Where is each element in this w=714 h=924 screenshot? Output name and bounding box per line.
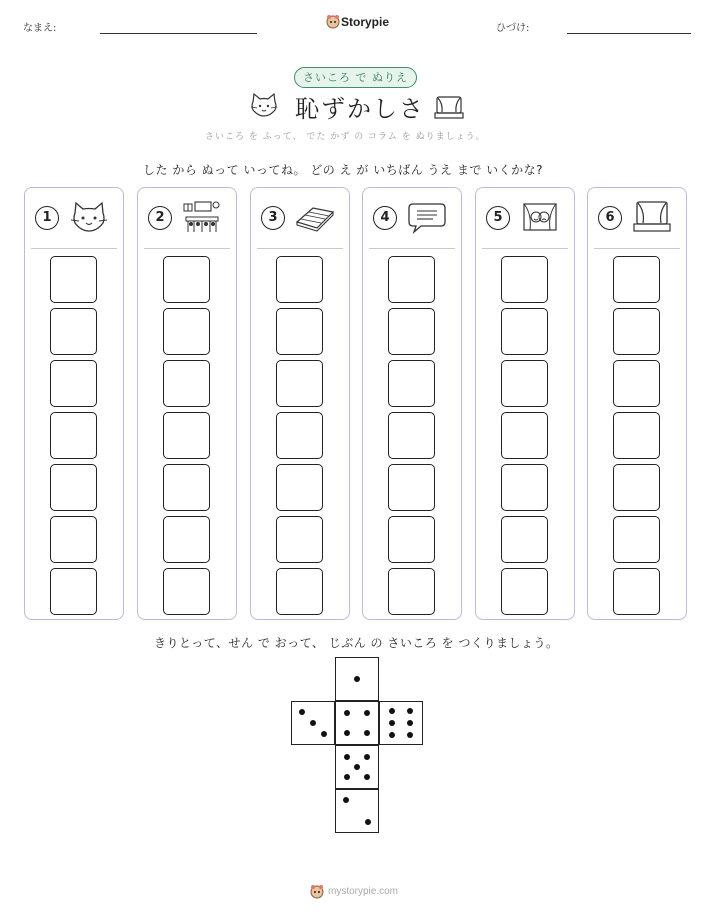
color-cell[interactable] [501,464,548,511]
cut-instruction: きりとって、せん で おって、 じぶん の さいころ を つくりましょう。 [154,636,559,650]
color-cell[interactable] [388,360,435,407]
color-cell[interactable] [501,412,548,459]
brand-logo [326,13,390,33]
wooden-floor-icon [295,200,335,234]
color-cell[interactable] [276,308,323,355]
cat-face-icon [249,92,279,118]
dice-pip [344,710,350,716]
color-cell[interactable] [388,256,435,303]
dice-pip [344,774,350,780]
page-title: 恥ずかしさ [295,95,425,123]
color-cell[interactable] [613,308,660,355]
color-cell[interactable] [50,568,97,615]
color-cell[interactable] [163,516,210,563]
dice-pip [354,676,360,682]
dice-face-3 [291,701,335,745]
name-label: なまえ: [23,23,57,34]
roll-column-1 [24,187,124,620]
color-cell[interactable] [163,360,210,407]
column-number: 4 [373,206,397,230]
color-cell[interactable] [388,516,435,563]
dice-pip [344,754,350,760]
dice-pip [389,720,395,726]
color-cell[interactable] [50,464,97,511]
color-cell[interactable] [613,360,660,407]
brand-name: Storypie [341,15,390,29]
color-cell[interactable] [276,256,323,303]
column-divider [482,248,568,249]
roll-column-4 [362,187,462,620]
color-cell[interactable] [613,568,660,615]
dice-face-4 [335,701,379,745]
column-number: 1 [35,206,59,230]
roll-column-2 [137,187,237,620]
color-cell[interactable] [501,308,548,355]
color-cell[interactable] [163,568,210,615]
color-cell[interactable] [501,360,548,407]
column-divider [369,248,455,249]
color-cell[interactable] [50,308,97,355]
dice-pip [321,731,327,737]
dice-pip [365,819,371,825]
dice-face-5 [335,745,379,789]
column-number: 5 [486,206,510,230]
roll-column-6 [587,187,687,620]
column-divider [31,248,117,249]
dice-face-6 [379,701,423,745]
color-cell[interactable] [50,256,97,303]
dice-pip [354,764,360,770]
dice-pip [364,710,370,716]
date-label: ひづけ: [496,23,530,34]
theater-masks-icon [520,200,560,234]
dice-pip [389,708,395,714]
dice-pip [364,774,370,780]
instruction: した から ぬって いってね。 どの え が いちばん うえ まで いくかな? [143,163,544,177]
column-number: 6 [598,206,622,230]
color-cell[interactable] [50,360,97,407]
color-cell[interactable] [388,308,435,355]
color-cell[interactable] [388,568,435,615]
color-cell[interactable] [163,412,210,459]
color-cell[interactable] [613,256,660,303]
color-cell[interactable] [613,412,660,459]
column-number: 3 [261,206,285,230]
color-cell[interactable] [613,464,660,511]
stage-curtain-icon [434,94,464,120]
color-cell[interactable] [501,516,548,563]
cat-face-icon [69,200,109,234]
dice-pip [299,709,305,715]
stage-curtain-icon [632,200,672,234]
dice-pip [389,732,395,738]
color-cell[interactable] [276,412,323,459]
color-cell[interactable] [613,516,660,563]
dice-pip [407,708,413,714]
dice-pip [407,732,413,738]
dice-pip [344,730,350,736]
dice-pip [407,720,413,726]
roll-column-5 [475,187,575,620]
activity-badge: さいころ で ぬりえ [294,67,417,88]
date-line[interactable] [567,33,691,34]
dice-face-2 [335,789,379,833]
color-cell[interactable] [388,464,435,511]
column-divider [144,248,230,249]
column-divider [257,248,343,249]
dice-pip [364,754,370,760]
dice-pip [310,720,316,726]
color-cell[interactable] [388,412,435,459]
pie-mascot-icon [310,884,324,900]
speech-bubble-icon [407,200,447,234]
color-cell[interactable] [501,256,548,303]
pie-mascot-icon [326,14,340,30]
dice-pip [343,797,349,803]
dice-face-1 [335,657,379,701]
color-cell[interactable] [163,308,210,355]
classroom-icon [182,200,222,234]
color-cell[interactable] [163,256,210,303]
color-cell[interactable] [50,412,97,459]
color-cell[interactable] [276,464,323,511]
color-cell[interactable] [50,516,97,563]
color-cell[interactable] [276,360,323,407]
footer-url: mystorypie.com [328,886,399,897]
color-cell[interactable] [276,516,323,563]
color-cell[interactable] [276,568,323,615]
subtitle: さいころ を ふって、 でた かず の コラム を ぬりましょう。 [205,132,486,142]
color-cell[interactable] [163,464,210,511]
color-cell[interactable] [501,568,548,615]
roll-column-3 [250,187,350,620]
column-number: 2 [148,206,172,230]
name-line[interactable] [100,33,257,34]
column-divider [594,248,680,249]
dice-pip [364,730,370,736]
